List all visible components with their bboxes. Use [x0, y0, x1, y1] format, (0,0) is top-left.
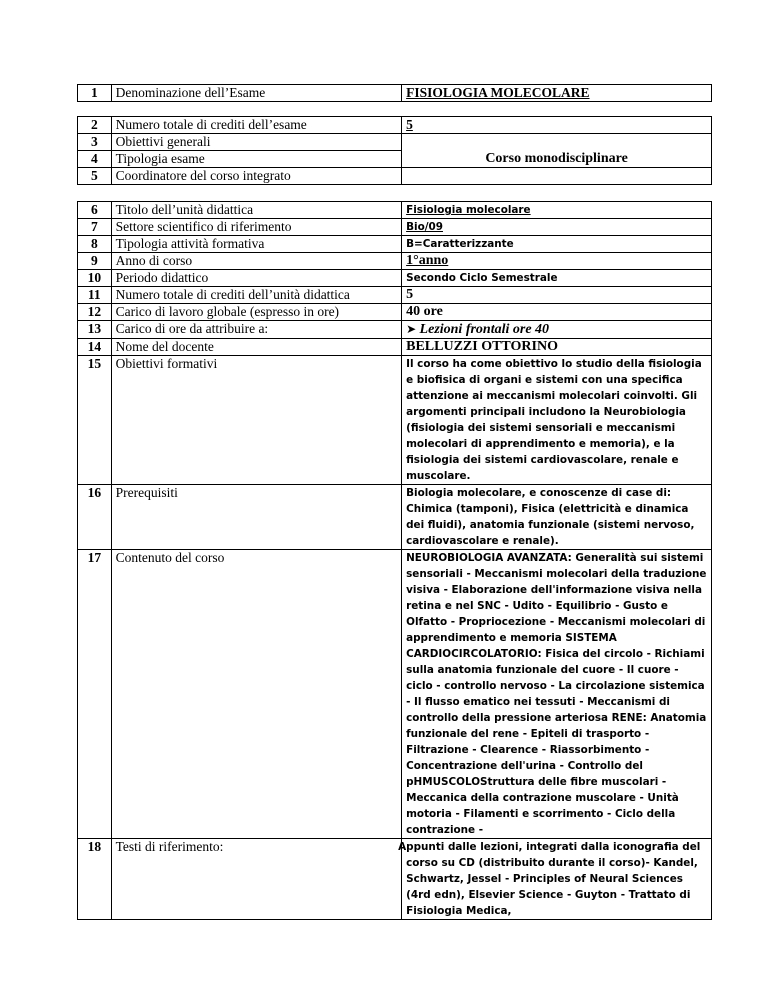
row-8	[78, 236, 712, 253]
period-value: Secondo Ciclo Semestrale	[402, 270, 712, 287]
row-17	[78, 550, 712, 839]
row-number: 2	[78, 117, 112, 134]
credits-value: 5	[402, 117, 712, 134]
arrow-bullet-icon: ➤	[406, 322, 417, 336]
unit-details-table	[77, 201, 712, 920]
teacher-value: BELLUZZI OTTORINO	[402, 339, 712, 356]
row-label: Tipologia attività formativa	[111, 236, 401, 253]
exam-name-value: FISIOLOGIA MOLECOLARE	[402, 85, 712, 102]
row-5	[78, 168, 712, 185]
row-label: Anno di corso	[111, 253, 401, 270]
row-label: Obiettivi generali	[111, 134, 401, 151]
objectives-value: Il corso ha come obiettivo lo studio della fisiologia e biofisica di organi e sistemi con una specifica attenzione ai meccanismi molecolari coinvolti. Gli argomenti principali includono la Neurobiologia (fisiologia dei sistemi sensoriali e meccanismi molecolari di apprendimento e memoria), e la fisiologia dei sistemi cardiovascolare, renale e muscolare.	[402, 356, 712, 485]
row-label: Periodo didattico	[111, 270, 401, 287]
row-label: Carico di ore da attribuire a:	[111, 321, 401, 339]
row-11	[78, 287, 712, 304]
exam-name-table	[77, 84, 712, 102]
sector-value: Bio/09	[402, 219, 712, 236]
row-number: 4	[78, 151, 112, 168]
row-15	[78, 356, 712, 485]
row-number: 1	[78, 85, 112, 102]
row-number: 10	[78, 270, 112, 287]
row-number: 3	[78, 134, 112, 151]
unit-title-value: Fisiologia molecolare	[402, 202, 712, 219]
row-2	[78, 117, 712, 134]
unit-credits-value: 5	[402, 287, 712, 304]
row-9	[78, 253, 712, 270]
exam-info-table	[77, 116, 712, 185]
row-number: 12	[78, 304, 112, 321]
row-number: 9	[78, 253, 112, 270]
row-label: Denominazione dell’Esame	[111, 85, 401, 102]
row-16	[78, 485, 712, 550]
row-number: 17	[78, 550, 112, 839]
row-label: Nome del docente	[111, 339, 401, 356]
row-label: Testi di riferimento:	[111, 839, 401, 920]
row-10	[78, 270, 712, 287]
prerequisites-value: Biologia molecolare, e conoscenze di case di: Chimica (tamponi), Fisica (elettricità e dinamica dei fluidi), anatomia funzionale (sistemi nervoso, cardiovascolare e renale).	[402, 485, 712, 550]
row-number: 11	[78, 287, 112, 304]
row-number: 16	[78, 485, 112, 550]
exam-type-value: Corso monodisciplinare	[485, 151, 628, 166]
row-3	[78, 134, 712, 151]
workload-value: 40 ore	[402, 304, 712, 321]
row-label: Obiettivi formativi	[111, 356, 401, 485]
row-label: Coordinatore del corso integrato	[111, 168, 401, 185]
coordinator-value	[402, 168, 712, 185]
row-18	[78, 839, 712, 920]
row-label: Numero totale di crediti dell’unità didattica	[111, 287, 401, 304]
row-1	[78, 85, 712, 102]
row-label: Carico di lavoro globale (espresso in ore)	[111, 304, 401, 321]
row-number: 5	[78, 168, 112, 185]
year-value: 1°anno	[402, 253, 712, 270]
row-14	[78, 339, 712, 356]
row-number: 14	[78, 339, 112, 356]
row-6	[78, 202, 712, 219]
row-13	[78, 321, 712, 339]
row-label: Titolo dell’unità didattica	[111, 202, 401, 219]
row-12	[78, 304, 712, 321]
row-number: 13	[78, 321, 112, 339]
row-label: Numero totale di crediti dell’esame	[111, 117, 401, 134]
row-number: 8	[78, 236, 112, 253]
row-label: Prerequisiti	[111, 485, 401, 550]
row-label: Contenuto del corso	[111, 550, 401, 839]
row-number: 7	[78, 219, 112, 236]
activity-type-value: B=Caratterizzante	[402, 236, 712, 253]
row-number: 18	[78, 839, 112, 920]
references-value: Appunti dalle lezioni, integrati dalla iconografia del corso su CD (distribuito durante il corso)- Kandel, Schwartz, Jessel - Principles of Neural Sciences (4rd edn), Elsevier Science - Guyton - Trattato di Fisiologia Medica,	[402, 839, 712, 920]
row-label: Tipologia esame	[111, 151, 401, 168]
row-7	[78, 219, 712, 236]
row-number: 15	[78, 356, 112, 485]
row-label: Settore scientifico di riferimento	[111, 219, 401, 236]
row-number: 6	[78, 202, 112, 219]
course-content-value: NEUROBIOLOGIA AVANZATA: Generalità sui sistemi sensoriali - Meccanismi molecolari della traduzione visiva - Elaborazione dell'informazione visiva nella retina e nel SNC - Udito - Equilibrio - Gusto e Olfatto - Propriocezione - Meccanismi molecolari di apprendimento e memoria SISTEMA CARDIOCIRCOLATORIO: Fisica del circolo - Richiami sulla anatomia funzionale del cuore - Il cuore - ciclo - controllo nervoso - La circolazione sistemica - Il flusso ematico nei tessuti - Meccanismi di controllo della pressione arteriosa RENE: Anatomia funzionale del rene - Epiteli di trasporto - Filtrazione - Clearence - Riassorbimento - Concentrazione dell'urina - Controllo del pHMUSCOLOStruttura delle fibre muscolari - Meccanica della contrazione muscolare - Unità motoria - Filamenti e scorrimento - Ciclo della contrazione -	[402, 550, 712, 839]
hours-value: Lezioni frontali ore 40	[419, 322, 550, 337]
